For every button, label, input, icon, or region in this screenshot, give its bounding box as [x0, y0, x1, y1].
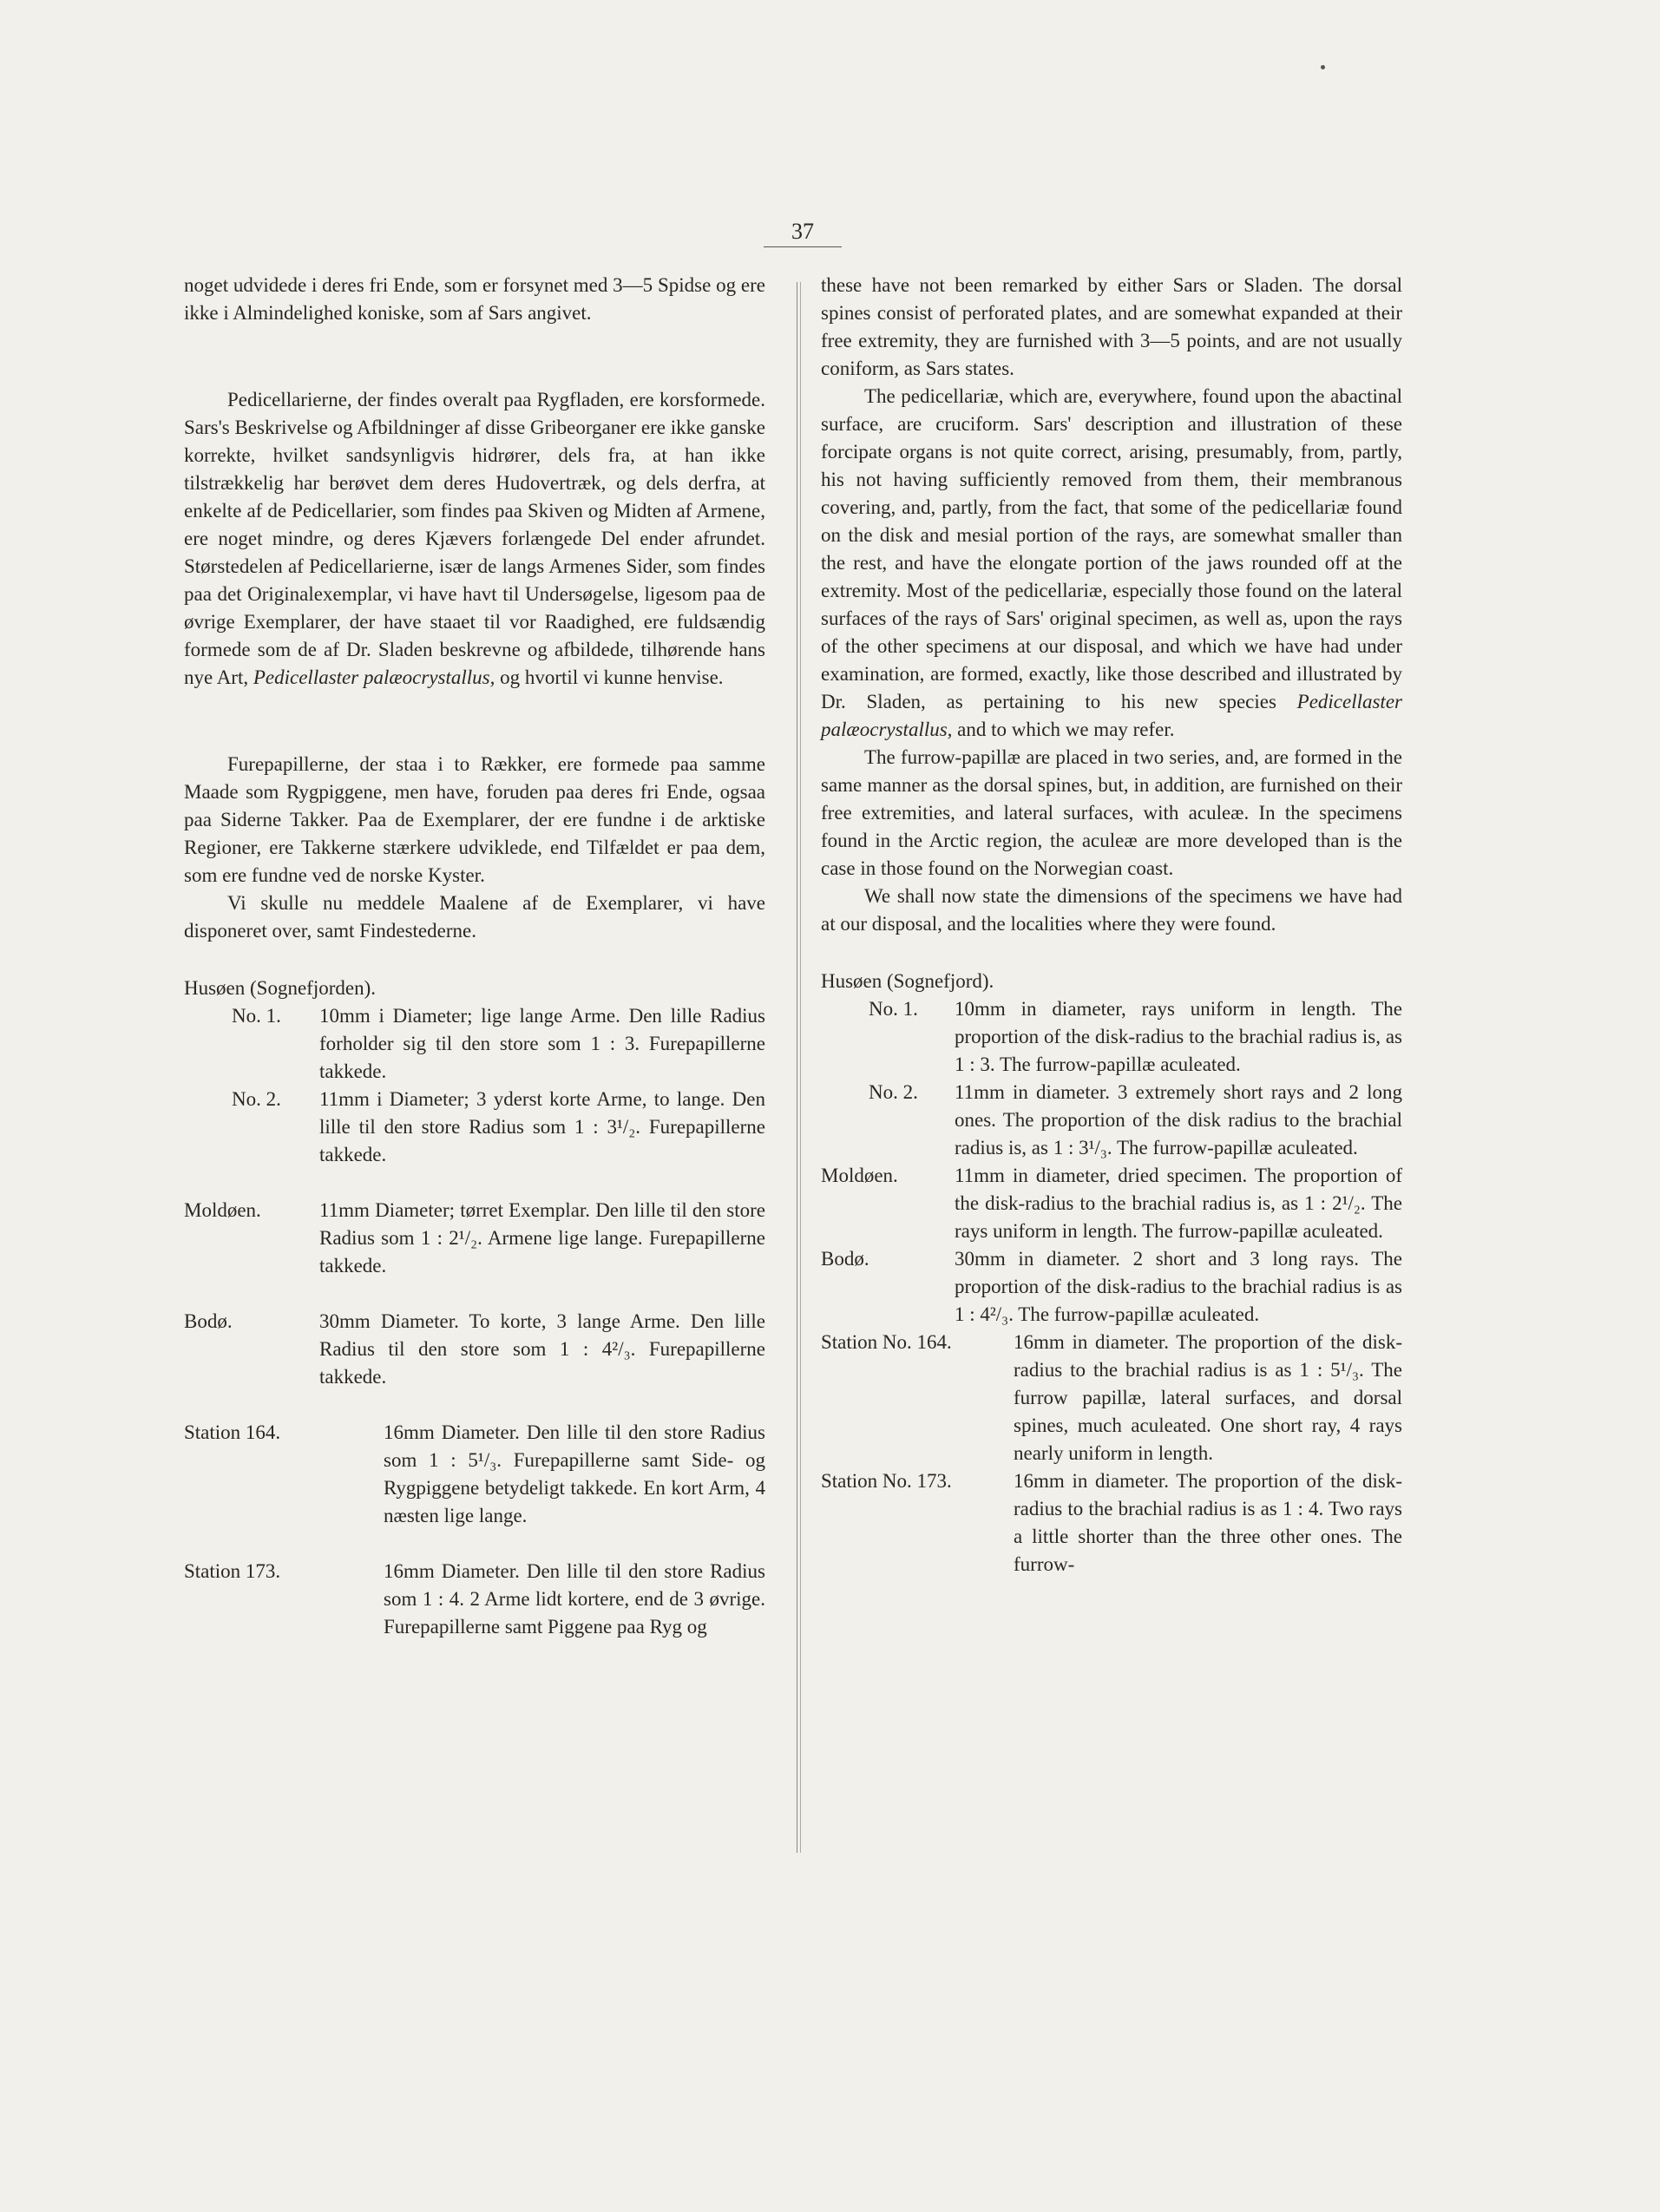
measurement-entry [821, 1467, 1402, 1579]
right-column [821, 272, 1402, 1579]
paragraph: Pedicellarierne, der findes overalt paa Rygfladen, ere korsformede. Sars's Beskrivelse og Afbildninger af disse Gribeorganer ere ikke ganske korrekte, hvilket sandsynligvis hidrører, dels fra, at han ikke tilstrækkelig har berøvet dem deres Hudovertræk, og dels derfra, at enkelte af de Pedicellarier, som findes paa Skiven og Midten af Armene, ere noget mindre, og deres Kjævers forlængede Del ender afrundet. Størstedelen af Pedicellarierne, især de langs Armenes Sider, som findes paa det Originalexemplar, vi have havt til Undersøgelse, ligesom paa de øvrige Exemplarer, der have staaet til vor Raadighed, ere fuldsændig formede som de af Dr. Sladen beskrevne og afbildede, tilhørende hans nye Art, Pedicellaster palæocrystallus, og hvortil vi kunne henvise. [184, 389, 765, 688]
entry-text: 11mm in diameter. 3 extremely short rays and 2 long ones. The proportion of the disk radius to the brachial radius is, as 1 : 3¹/₃. The furrow-papillæ aculeated. [955, 1081, 1402, 1159]
page-number: 37 [764, 217, 842, 247]
entry-text: 11mm Diameter; tørret Exemplar. Den lille til den store Radius som 1 : 2¹/₂. Armene lige lange. Furepapillerne takkede. [319, 1199, 765, 1277]
entry-label: Station 173. [184, 1560, 281, 1582]
entry-text: 16mm in diameter. The proportion of the disk-radius to the brachial radius is as 1 : 5¹/₃. The furrow papillæ, lateral surfaces, and dorsal spines, much aculeated. One short ray, 4 rays nearly uniform in length. [1014, 1331, 1402, 1464]
locality-heading: Husøen (Sognefjord). [821, 970, 994, 992]
paragraph: Furepapillerne, der staa i to Rækker, ere formede paa samme Maade som Rygpiggene, men have, foruden paa deres fri Ende, ogsaa paa Siderne Takker. Paa de Exemplarer, der ere fundne i de arktiske Regioner, ere Takkerne stærkere udviklede, end Tilfældet er paa dem, som ere fundne ved de norske Kyster. [184, 753, 765, 886]
entry-label: Station No. 164. [821, 1331, 952, 1353]
entry-text: 30mm in diameter. 2 short and 3 long rays. The proportion of the disk-radius to the brachial radius is as 1 : 4²/₃. The furrow-papillæ aculeated. [955, 1248, 1402, 1325]
measurement-entry [184, 1197, 765, 1280]
paragraph: Vi skulle nu meddele Maalene af de Exemplarer, vi have disponeret over, samt Findestederne. [184, 892, 765, 942]
entry-label: No. 1. [232, 1005, 281, 1027]
species-name: Pedicellaster palæocrystallus, [253, 666, 495, 688]
speck [1321, 65, 1325, 69]
measurement-entry [821, 1245, 1402, 1329]
locality-heading: Husøen (Sognefjorden). [184, 977, 377, 999]
measurement-entry [821, 1079, 1402, 1162]
measurement-entry [184, 1419, 765, 1530]
measurement-entry [821, 995, 1402, 1079]
entry-text: 30mm Diameter. To korte, 3 lange Arme. Den lille Radius til den store som 1 : 4²/₃. Furepapillerne takkede. [319, 1310, 765, 1388]
measurement-entry [184, 1558, 765, 1641]
entry-label: Station No. 173. [821, 1470, 952, 1492]
measurement-entry [821, 1329, 1402, 1467]
entry-label: Bodø. [184, 1310, 233, 1332]
paragraph: noget udvidede i deres fri Ende, som er forsynet med 3—5 Spidse og ere ikke i Almindelighed koniske, som af Sars angivet. [184, 274, 765, 324]
entry-text: 11mm i Diameter; 3 yderst korte Arme, to lange. Den lille til den store Radius som 1 : 3¹/₂. Furepapillerne takkede. [319, 1088, 765, 1165]
species-name: Pedicellaster palæocrystallus, [821, 691, 1402, 740]
entry-text: 16mm in diameter. The proportion of the disk-radius to the brachial radius is as 1 : 4. Two rays a little shorter than the three other ones. The furrow- [1014, 1470, 1402, 1575]
entry-text: 11mm in diameter, dried specimen. The proportion of the disk-radius to the brachial radius is, as 1 : 2¹/₂. The rays uniform in length. The furrow-papillæ aculeated. [955, 1165, 1402, 1242]
measurement-entry [821, 1162, 1402, 1245]
entry-text: 16mm Diameter. Den lille til den store Radius som 1 : 4. 2 Arme lidt kortere, end de 3 øvrige. Furepapillerne samt Piggene paa Ryg og [384, 1560, 765, 1638]
entry-text: 10mm i Diameter; lige lange Arme. Den lille Radius forholder sig til den store som 1 : 3. Furepapillerne takkede. [319, 1005, 765, 1082]
left-column [184, 272, 765, 1641]
measurement-entry [184, 1086, 765, 1169]
entry-label: No. 2. [232, 1088, 281, 1110]
entry-label: No. 1. [869, 998, 918, 1020]
paragraph: The furrow-papillæ are placed in two series, and, are formed in the same manner as the dorsal spines, but, in addition, are furnished on their free extremities, and lateral surfaces, with aculeæ. In the specimens found in the Arctic region, the aculeæ are more developed than is the case in those found on the Norwegian coast. [821, 746, 1402, 879]
entry-label: Station 164. [184, 1421, 281, 1443]
entry-label: Moldøen. [821, 1165, 898, 1186]
entry-label: No. 2. [869, 1081, 918, 1103]
paragraph: these have not been remarked by either Sars or Sladen. The dorsal spines consist of perforated plates, and are somewhat expanded at their free extremity, they are furnished with 3—5 points, and are not usually coniform, as Sars states. [821, 274, 1402, 379]
entry-text: 16mm Diameter. Den lille til den store Radius som 1 : 5¹/₃. Furepapillerne samt Side- og Rygpiggene betydeligt takkede. En kort Arm, 4 næsten lige lange. [384, 1421, 765, 1526]
entry-label: Bodø. [821, 1248, 869, 1270]
paragraph: We shall now state the dimensions of the specimens we have had at our disposal, and the localities where they were found. [821, 885, 1402, 935]
measurement-entry [184, 1002, 765, 1086]
entry-text: 10mm in diameter, rays uniform in length. The proportion of the disk-radius to the brachial radius is, as 1 : 3. The furrow-papillæ aculeated. [955, 998, 1402, 1075]
measurement-entry [184, 1308, 765, 1391]
entry-label: Moldøen. [184, 1199, 261, 1221]
paragraph: The pedicellariæ, which are, everywhere, found upon the abactinal surface, are cruciform. Sars' description and illustration of these forcipate organs is not quite correct, arising, presumably, from, partly, his not having sufficiently removed from them, their membranous covering, and, partly, from the fact, that some of the pedicellariæ found on the disk and mesial portion of the rays, are somewhat smaller than the rest, and have the elongate portion of the jaws rounded off at the extremity. Most of the pedicellariæ, especially those found on the lateral surfaces of the rays of Sars' original specimen, as well as, upon the rays of the other specimens at our disposal, and which we have had under examination, are formed, exactly, like those described and illustrated by Dr. Sladen, as pertaining to his new species Pedicellaster palæocrystallus, and to which we may refer. [821, 385, 1402, 740]
